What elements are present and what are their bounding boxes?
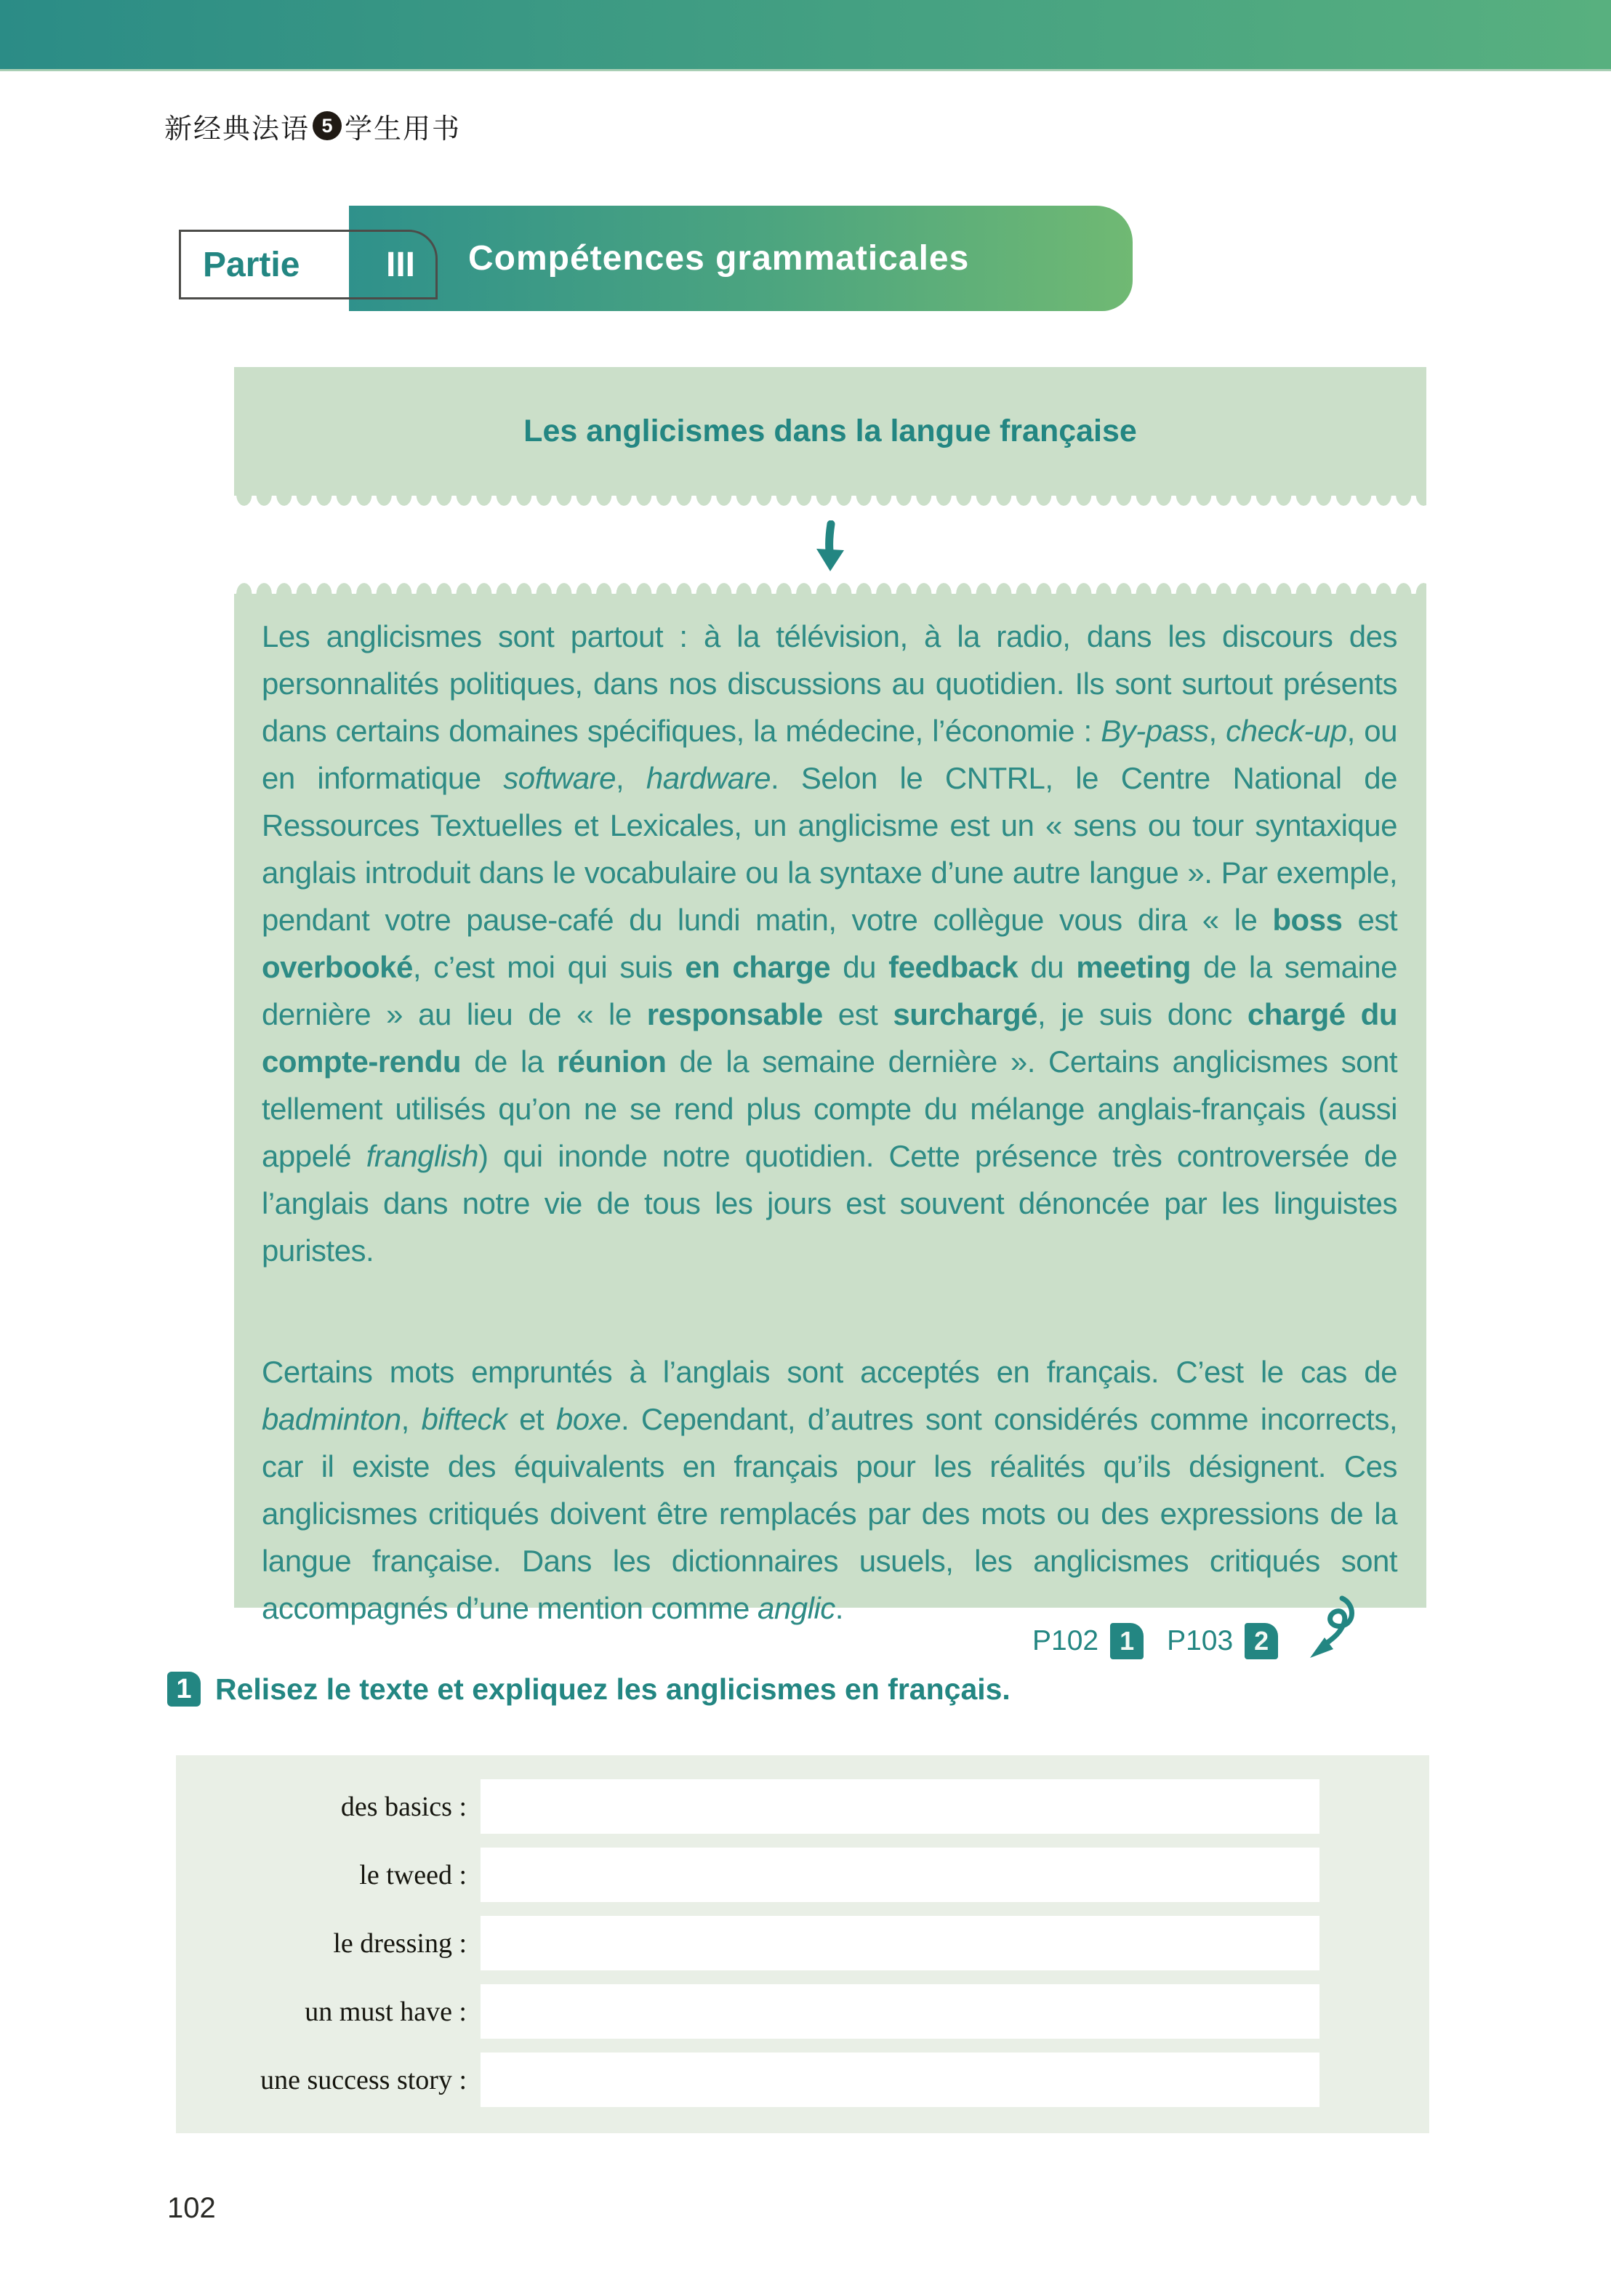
exercise-heading: [167, 1672, 1011, 1707]
page-references: [1032, 1605, 1358, 1677]
exercise-panel: [176, 1755, 1429, 2133]
exercise-item-label: le dressing :: [333, 1928, 467, 1959]
exercise-item-label: des basics :: [340, 1791, 467, 1822]
reading-paragraph: Certains mots empruntés à l’anglais sont acceptés en français. C’est le cas de badminton, bifteck et boxe. Cependant, d’autres sont considérés comme incorrects, car il existe des équivalents en français pour les réalités qu’ils désignent. Ces anglicismes critiqués doivent être remplacés par des mots ou des expressions de la langue française. Dans les dictionnaires usuels, les anglicismes critiqués sont accompagnés d’une mention comme anglic.: [262, 1355, 1398, 1625]
exercise-rows: [176, 1779, 1429, 2107]
reading-box: [234, 594, 1426, 1625]
reading-box-scalloped-edge: [234, 579, 1426, 594]
exercise-item-label: un must have :: [305, 1996, 467, 2027]
reading-paragraph: Les anglicismes sont partout : à la télévision, à la radio, dans les discours des personnalités politiques, dans nos discussions au quotidien. Ils sont surtout présents dans certains domaines spécifiques, la médecine, l’économie : By-pass, check-up, ou en informatique software, hardware. Selon le CNTRL, le Centre National de Ressources Textuelles et Lexicales, un anglicisme est un « sens ou tour syntaxique anglais introduit dans le vocabulaire ou la syntaxe d’une autre langue ». Par exemple, pendant votre pause-café du lundi matin, votre collègue vous dira « le boss est overbooké, c’est moi qui suis en charge du feedback du meeting de la semaine dernière » au lieu de « le responsable est surchargé, je suis donc chargé du compte-rendu de la réunion de la semaine dernière ». Certains anglicismes sont tellement utilisés qu’on ne se rend plus compte du mélange anglais-français (aussi appelé franglish) qui inonde notre quotidien. Cette présence très controversée de l’anglais dans notre vie de tous les jours est souvent dénoncée par les linguistes puristes.: [262, 619, 1398, 1268]
lesson-title-box: [234, 367, 1426, 496]
section-banner: [349, 206, 1133, 311]
book-header-suffix: 学生用书: [345, 113, 462, 145]
book-header: [164, 109, 462, 145]
section-banner-title: Compétences grammaticales: [468, 239, 970, 278]
exercise-number-badge: 1: [167, 1672, 201, 1707]
exercise-row: [176, 1984, 1429, 2039]
page-reference-number-badge: 1: [1110, 1623, 1144, 1659]
lesson-title: Les anglicismes dans la langue française: [523, 414, 1137, 448]
exercise-row: [176, 1848, 1429, 1902]
page-number: 102: [167, 2192, 216, 2224]
down-arrow-icon: [808, 520, 852, 578]
answer-input[interactable]: [481, 2053, 1319, 2107]
page-reference-number-badge: 2: [1245, 1623, 1278, 1659]
answer-input[interactable]: [481, 1984, 1319, 2039]
page-reference: [1167, 1623, 1278, 1659]
lesson-box-scalloped-edge: [234, 495, 1426, 509]
reading-paragraphs: [262, 613, 1397, 1632]
book-header-prefix: 新经典法语: [164, 113, 310, 145]
exercise-instruction: Relisez le texte et expliquez les anglicismes en français.: [215, 1672, 1011, 1706]
page-reference: [1032, 1623, 1144, 1659]
exercise-row: [176, 1779, 1429, 1834]
answer-input[interactable]: [481, 1848, 1319, 1902]
curly-arrow-icon: [1301, 1594, 1358, 1664]
top-gradient-band: [0, 0, 1611, 71]
exercise-row: [176, 2053, 1429, 2107]
exercise-item-label: le tweed :: [359, 1859, 467, 1890]
answer-input[interactable]: [481, 1916, 1319, 1970]
exercise-item-label: une success story :: [260, 2064, 467, 2095]
partie-number: III: [385, 245, 415, 284]
exercise-row: [176, 1916, 1429, 1970]
answer-input[interactable]: [481, 1779, 1319, 1834]
page-reference-label: P102: [1032, 1625, 1099, 1656]
partie-label: Partie: [203, 245, 300, 284]
circled-5-badge: 5: [313, 111, 342, 140]
page-reference-label: P103: [1167, 1625, 1234, 1656]
partie-box: [179, 230, 438, 299]
